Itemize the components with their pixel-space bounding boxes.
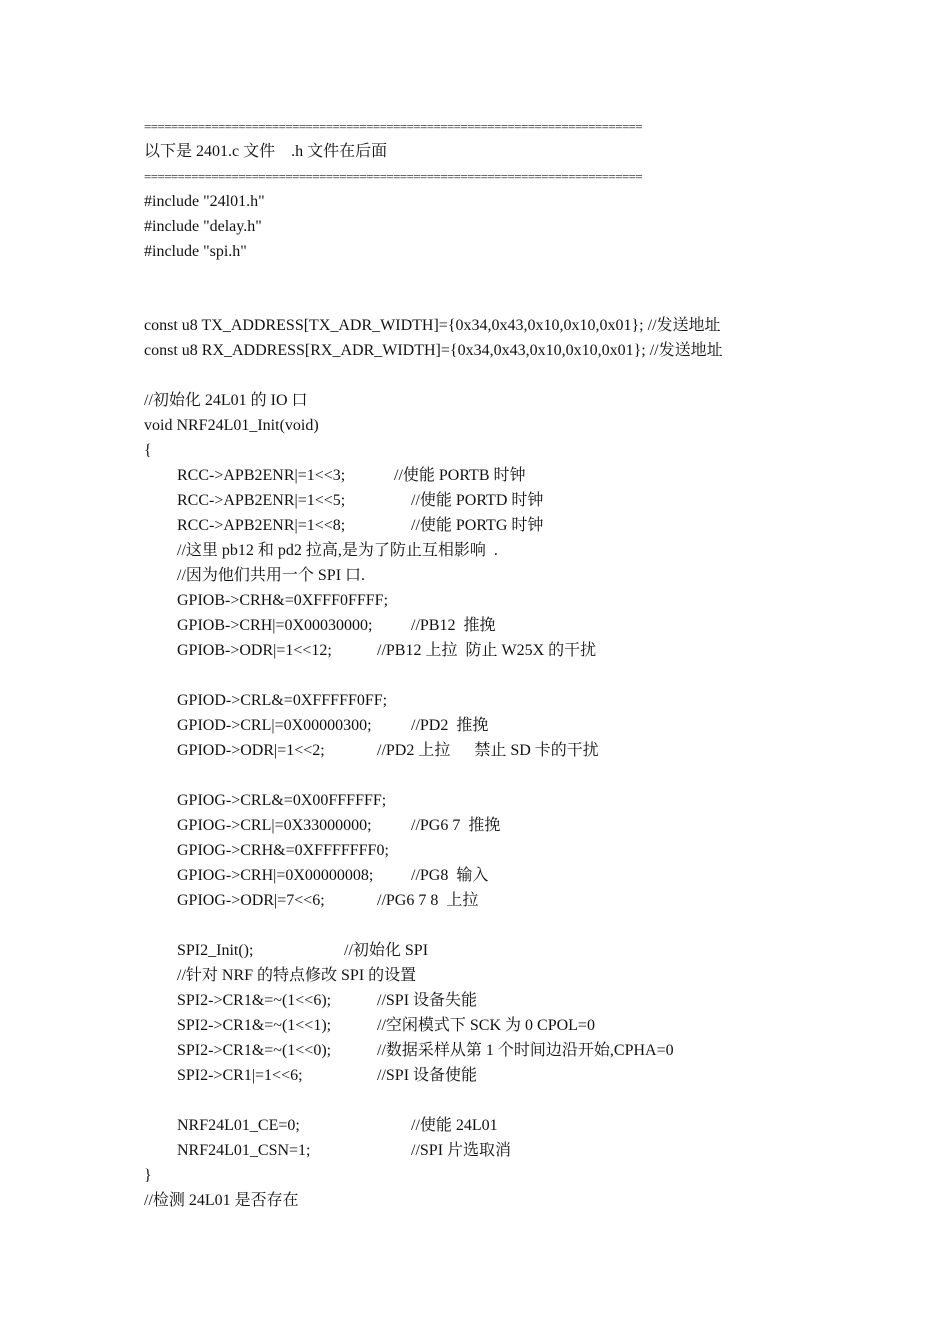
code-line (177, 614, 496, 638)
code-line (177, 1039, 674, 1063)
code-line (177, 889, 479, 913)
code-comment: //检测 24L01 是否存在 (144, 1192, 299, 1209)
code-statement: GPIOG->CRH&=0XFFFFFFF0; (177, 842, 389, 859)
code-comment: //PG8 输入 (411, 867, 489, 884)
code-statement: SPI2->CR1|=1<<6; (177, 1067, 303, 1084)
code-line-function-signature: void NRF24L01_Init(void) (144, 417, 319, 434)
code-line (177, 1114, 498, 1138)
code-comment: //使能 24L01 (411, 1117, 498, 1134)
code-line-brace-open: { (144, 442, 152, 459)
code-comment: //因为他们共用一个 SPI 口. (177, 567, 366, 584)
code-statement: NRF24L01_CSN=1; (177, 1142, 311, 1159)
code-statement: GPIOD->ODR|=1<<2; (177, 742, 325, 759)
code-line-tx-address: const u8 TX_ADDRESS[TX_ADR_WIDTH]={0x34,0x43,0x10,0x10,0x01}; //发送地址 (144, 317, 721, 334)
code-statement: RCC->APB2ENR|=1<<3; (177, 467, 346, 484)
separator-rule-bottom: ========================================================================== (144, 169, 643, 184)
code-line-include: #include "delay.h" (144, 218, 262, 235)
code-statement: SPI2->CR1&=~(1<<1); (177, 1017, 332, 1034)
code-line (177, 939, 429, 963)
code-statement: GPIOB->CRH&=0XFFF0FFFF; (177, 592, 389, 609)
code-statement: RCC->APB2ENR|=1<<5; (177, 492, 346, 509)
code-line (177, 1064, 478, 1088)
code-line (177, 714, 489, 738)
code-statement: SPI2->CR1&=~(1<<0); (177, 1042, 332, 1059)
code-statement: SPI2_Init(); (177, 942, 254, 959)
code-comment: //SPI 片选取消 (411, 1142, 512, 1159)
code-line-include: #include "24l01.h" (144, 193, 265, 210)
code-line (177, 1139, 512, 1163)
code-line (177, 514, 544, 538)
code-comment: //PD2 上拉 禁止 SD 卡的干扰 (377, 742, 599, 759)
code-comment: //数据采样从第 1 个时间边沿开始,CPHA=0 (377, 1042, 674, 1059)
code-comment: //初始化 SPI (344, 942, 429, 959)
code-line (177, 814, 501, 838)
code-statement: GPIOG->ODR|=7<<6; (177, 892, 325, 909)
code-comment: //PB12 推挽 (411, 617, 496, 634)
code-statement: GPIOD->CRL&=0XFFFFF0FF; (177, 692, 388, 709)
code-line (177, 489, 544, 513)
code-statement: GPIOG->CRL|=0X33000000; (177, 817, 372, 834)
code-comment: //初始化 24L01 的 IO 口 (144, 392, 308, 409)
code-comment: //使能 PORTG 时钟 (411, 517, 544, 534)
code-statement: RCC->APB2ENR|=1<<8; (177, 517, 346, 534)
code-comment: //使能 PORTD 时钟 (411, 492, 544, 509)
code-line (177, 639, 597, 663)
file-header-text: 以下是 2401.c 文件 .h 文件在后面 (144, 143, 388, 160)
code-statement: GPIOG->CRL&=0X00FFFFFF; (177, 792, 387, 809)
code-line (177, 1014, 595, 1038)
code-line (177, 989, 478, 1013)
code-comment: //PD2 推挽 (411, 717, 489, 734)
code-comment: //使能 PORTB 时钟 (394, 467, 526, 484)
code-comment: //这里 pb12 和 pd2 拉高,是为了防止互相影响 . (177, 542, 498, 559)
code-statement: NRF24L01_CE=0; (177, 1117, 300, 1134)
code-line-include: #include "spi.h" (144, 243, 247, 260)
code-comment: //PG6 7 8 上拉 (377, 892, 479, 909)
code-statement: GPIOD->CRL|=0X00000300; (177, 717, 372, 734)
code-comment: //空闲模式下 SCK 为 0 CPOL=0 (377, 1017, 595, 1034)
code-line (177, 739, 599, 763)
code-line (177, 864, 489, 888)
separator-rule-top: ========================================================================== (144, 119, 643, 134)
code-comment: //PB12 上拉 防止 W25X 的干扰 (377, 642, 597, 659)
code-comment: //SPI 设备使能 (377, 1067, 478, 1084)
code-comment: //针对 NRF 的特点修改 SPI 的设置 (177, 967, 417, 984)
code-statement: GPIOB->CRH|=0X00030000; (177, 617, 373, 634)
code-statement: GPIOG->CRH|=0X00000008; (177, 867, 374, 884)
code-comment: //PG6 7 推挽 (411, 817, 501, 834)
code-statement: GPIOB->ODR|=1<<12; (177, 642, 332, 659)
code-line-rx-address: const u8 RX_ADDRESS[RX_ADR_WIDTH]={0x34,0x43,0x10,0x10,0x01}; //发送地址 (144, 342, 723, 359)
code-line-brace-close: } (144, 1167, 152, 1184)
code-statement: SPI2->CR1&=~(1<<6); (177, 992, 332, 1009)
code-line (177, 464, 526, 488)
code-comment: //SPI 设备失能 (377, 992, 478, 1009)
